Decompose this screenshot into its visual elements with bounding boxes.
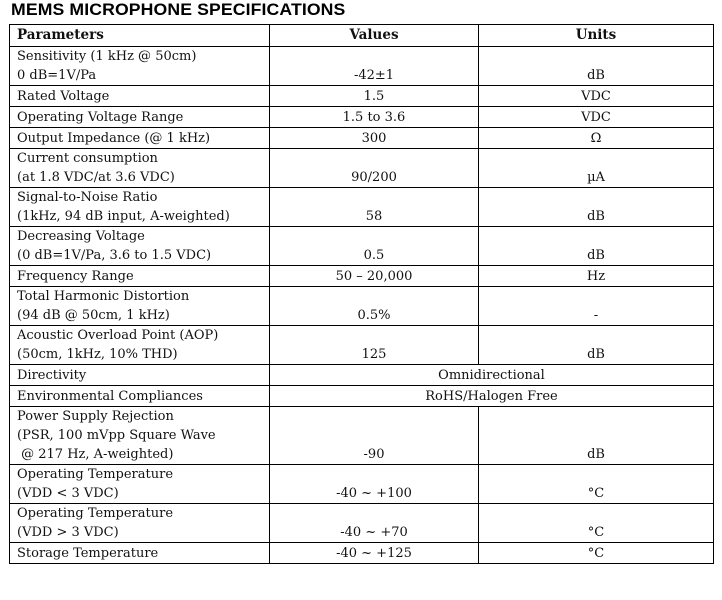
value-cell: -90 <box>270 407 479 465</box>
parameter-cell <box>10 266 270 287</box>
parameter-label: Operating Voltage Range <box>17 110 184 125</box>
parameter-cell <box>10 86 270 107</box>
value-cell: 50 – 20,000 <box>270 266 479 287</box>
table-row <box>10 287 714 326</box>
value-cell: 300 <box>270 128 479 149</box>
parameter-cell <box>10 504 270 543</box>
unit-cell: µA <box>479 149 714 188</box>
parameter-cell <box>10 287 270 326</box>
parameter-label: Storage Temperature <box>17 546 159 561</box>
value-cell: -40 ~ +100 <box>270 465 479 504</box>
value-cell: 0.5 <box>270 227 479 266</box>
parameter-label: Operating Temperature <box>17 467 174 482</box>
parameter-label: Output Impedance (@ 1 kHz) <box>17 131 211 146</box>
table-row <box>10 188 714 227</box>
table-row <box>10 543 714 564</box>
parameter-cell <box>10 365 270 386</box>
parameter-condition: (at 1.8 VDC/at 3.6 VDC) <box>17 170 175 185</box>
parameter-cell <box>10 465 270 504</box>
table-header-row <box>10 25 714 47</box>
table-row <box>10 149 714 188</box>
table-row <box>10 107 714 128</box>
table-row <box>10 326 714 365</box>
table-row <box>10 465 714 504</box>
specifications-table <box>9 24 714 564</box>
parameter-condition: (VDD < 3 VDC) <box>17 486 119 501</box>
parameter-condition: (1kHz, 94 dB input, A-weighted) <box>17 209 230 224</box>
parameter-cell <box>10 543 270 564</box>
unit-cell: dB <box>479 326 714 365</box>
table-row <box>10 365 714 386</box>
parameter-cell <box>10 227 270 266</box>
parameter-label: Current consumption <box>17 151 158 166</box>
parameter-condition: (0 dB=1V/Pa, 3.6 to 1.5 VDC) <box>17 248 212 263</box>
parameter-cell <box>10 47 270 86</box>
table-row <box>10 128 714 149</box>
value-cell: -42±1 <box>270 47 479 86</box>
unit-cell: VDC <box>479 86 714 107</box>
parameter-label: Rated Voltage <box>17 89 110 104</box>
parameter-condition: (PSR, 100 mVpp Square Wave <box>17 428 216 443</box>
value-cell: 90/200 <box>270 149 479 188</box>
parameter-cell <box>10 107 270 128</box>
value-cell: 1.5 <box>270 86 479 107</box>
spanned-value-cell: RoHS/Halogen Free <box>270 386 714 407</box>
parameter-label: Total Harmonic Distortion <box>17 289 190 304</box>
table-row <box>10 86 714 107</box>
table-row <box>10 386 714 407</box>
parameter-condition: @ 217 Hz, A-weighted) <box>17 447 174 462</box>
unit-cell: Ω <box>479 128 714 149</box>
value-cell: -40 ~ +125 <box>270 543 479 564</box>
parameter-label: Operating Temperature <box>17 506 174 521</box>
parameter-label: Acoustic Overload Point (AOP) <box>17 328 219 343</box>
unit-cell: - <box>479 287 714 326</box>
value-cell: 0.5% <box>270 287 479 326</box>
parameter-condition: (94 dB @ 50cm, 1 kHz) <box>17 308 170 323</box>
unit-cell: dB <box>479 188 714 227</box>
parameter-label: Directivity <box>17 368 87 383</box>
parameter-cell <box>10 128 270 149</box>
value-cell: 125 <box>270 326 479 365</box>
table-row <box>10 504 714 543</box>
parameter-cell <box>10 407 270 465</box>
parameter-label: Sensitivity (1 kHz @ 50cm) <box>17 49 197 64</box>
table-row <box>10 407 714 465</box>
value-cell: 1.5 to 3.6 <box>270 107 479 128</box>
spanned-value-cell: Omnidirectional <box>270 365 714 386</box>
parameter-condition: (VDD > 3 VDC) <box>17 525 119 540</box>
parameter-label: Frequency Range <box>17 269 134 284</box>
unit-cell: dB <box>479 227 714 266</box>
unit-cell: °C <box>479 543 714 564</box>
parameter-label: Power Supply Rejection <box>17 409 174 424</box>
unit-cell: Hz <box>479 266 714 287</box>
unit-cell: dB <box>479 47 714 86</box>
document-title: MEMS MICROPHONE SPECIFICATIONS <box>11 1 346 19</box>
column-header-units: Units <box>479 25 714 47</box>
parameter-condition: (50cm, 1kHz, 10% THD) <box>17 347 178 362</box>
column-header-values: Values <box>270 25 479 47</box>
parameter-cell <box>10 386 270 407</box>
parameter-condition: 0 dB=1V/Pa <box>17 68 97 83</box>
table-row <box>10 227 714 266</box>
value-cell: 58 <box>270 188 479 227</box>
value-cell: -40 ~ +70 <box>270 504 479 543</box>
column-header-parameters: Parameters <box>10 25 270 47</box>
parameter-cell <box>10 188 270 227</box>
parameter-cell <box>10 149 270 188</box>
unit-cell: °C <box>479 465 714 504</box>
parameter-label: Decreasing Voltage <box>17 229 145 244</box>
unit-cell: dB <box>479 407 714 465</box>
parameter-label: Signal-to-Noise Ratio <box>17 190 158 205</box>
table-row <box>10 266 714 287</box>
unit-cell: VDC <box>479 107 714 128</box>
unit-cell: °C <box>479 504 714 543</box>
parameter-cell <box>10 326 270 365</box>
table-row <box>10 47 714 86</box>
parameter-label: Environmental Compliances <box>17 389 203 404</box>
